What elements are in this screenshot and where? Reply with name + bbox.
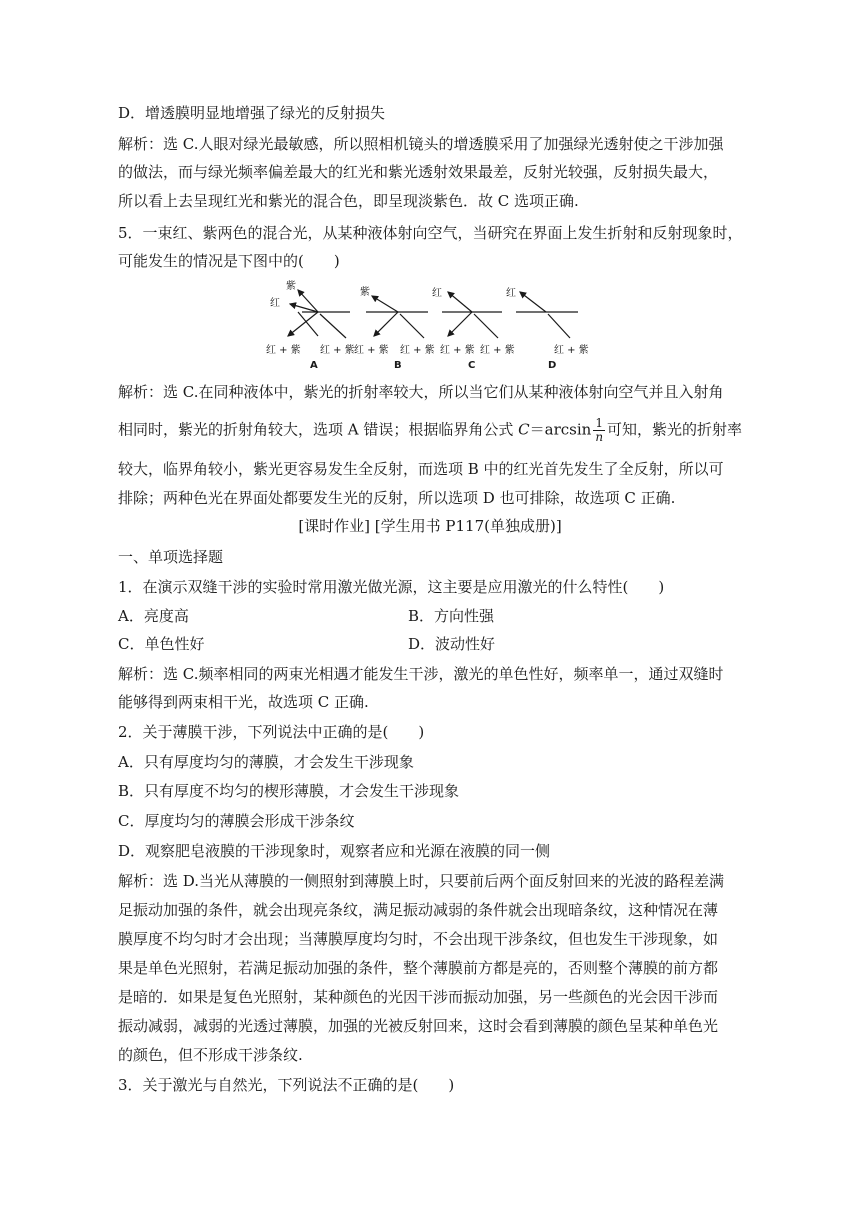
fraction-denominator: n: [595, 430, 604, 444]
q2-option-c: C．厚度均匀的薄膜会形成干涉条纹: [118, 812, 355, 830]
diagram-c: [432, 287, 515, 371]
q2-analysis-line: 足振动加强的条件，就会出现亮条纹，满足振动减弱的条件就会出现暗条纹，这种情况在薄: [118, 901, 719, 919]
diagram-d-lower-right: 红 + 紫: [554, 345, 589, 356]
diagram-d-letter: D: [548, 360, 557, 371]
diagram-d: [506, 287, 589, 371]
diagram-a-letter: A: [310, 360, 318, 371]
q2-option-d: D．观察肥皂液膜的干涉现象时，观察者应和光源在液膜的同一侧: [118, 842, 551, 860]
diagram-b-letter: B: [394, 360, 402, 371]
q1-stem: 1．在演示双缝干涉的实验时常用激光做光源，这主要是应用激光的什么特性( ): [118, 578, 665, 596]
q2-option-b: B．只有厚度不均匀的楔形薄膜，才会发生干涉现象: [118, 782, 460, 800]
q2-option-a: A．只有厚度均匀的薄膜，才会发生干涉现象: [118, 753, 414, 771]
diagram-b-lower-left: 红 + 紫: [354, 345, 389, 356]
diagram-a-label-red: 红: [270, 298, 280, 309]
q5-analysis-line: 排除；两种色光在界面处都要发生光的反射，所以选项 D 也可排除，故选项 C 正确.: [118, 489, 676, 507]
q5-analysis-line: 较大，临界角较小，紫光更容易发生全反射，而选项 B 中的红光首先发生了全反射，所以可: [118, 460, 724, 478]
diagram-c-lower-right: 红 + 紫: [480, 345, 515, 356]
q4-analysis-line: 的做法，而与绿光频率偏差最大的红光和紫光透射效果最差，反射光较强，反射损失最大，: [118, 163, 719, 181]
q2-analysis-line: 是暗的．如果是复色光照射，某种颜色的光因干涉而振动加强，另一些颜色的光会因干涉而: [118, 988, 719, 1006]
diagram-a: [266, 279, 355, 371]
critical-angle-symbol: C: [518, 420, 530, 439]
q2-stem: 2．关于薄膜干涉，下列说法中正确的是( ): [118, 723, 425, 741]
diagram-a-label-violet: 紫: [286, 281, 296, 292]
q3-stem: 3．关于激光与自然光，下列说法不正确的是( ): [118, 1076, 455, 1094]
diagram-c-label-red: 红: [432, 288, 442, 299]
q2-analysis-line: 膜厚度不均匀时才会出现；当薄膜厚度均匀时，不会出现干涉条纹，但也发生干涉现象，如: [118, 930, 719, 948]
diagram-c-letter: C: [468, 360, 476, 371]
formula-arcsin: ＝arcsin: [529, 420, 592, 439]
section-header: [课时作业] [学生用书 P117(单独成册)]: [298, 517, 562, 535]
q5-stem-line: 可能发生的情况是下图中的( ): [118, 252, 340, 270]
q1-option-a: A．亮度高: [118, 607, 189, 625]
q1-option-b: B．方向性强: [408, 607, 495, 625]
diagram-d-label-red: 红: [506, 288, 516, 299]
q1-analysis-line: 解析：选 C.频率相同的两束光相遇才能发生干涉，激光的单色性好，频率单一，通过双缝时: [118, 665, 724, 683]
fraction-numerator: 1: [593, 417, 605, 431]
diagram-b: [354, 285, 435, 371]
q5-analysis-formula-line: [118, 417, 742, 444]
diagram-b-label-violet: 紫: [360, 287, 370, 298]
diagram-c-lower-left: 红 + 紫: [440, 345, 475, 356]
q5-analysis-text: 相同时，紫光的折射角较大，选项 A 错误；根据临界角公式: [118, 420, 514, 439]
q4-option-d: D．增透膜明显地增强了绿光的反射损失: [118, 104, 386, 122]
q2-analysis-line: 解析：选 D.当光从薄膜的一侧照射到薄膜上时，只要前后两个面反射回来的光波的路程差满: [118, 872, 725, 890]
section-title: 一、单项选择题: [118, 548, 224, 566]
q4-analysis-line: 解析：选 C.人眼对绿光最敏感，所以照相机镜头的增透膜采用了加强绿光透射使之干涉加强: [118, 135, 724, 153]
q4-analysis-line: 所以看上去呈现红光和紫光的混合色，即呈现淡紫色．故 C 选项正确.: [118, 192, 579, 210]
diagram-a-lower-right: 红 + 紫: [320, 345, 355, 356]
diagram-b-lower-right: 红 + 紫: [400, 345, 435, 356]
q2-analysis-line: 振动减弱，减弱的光透过薄膜，加强的光被反射回来，这时会看到薄膜的颜色呈某种单色光: [118, 1017, 719, 1035]
q5-analysis-line: 解析：选 C.在同种液体中，紫光的折射率较大，所以当它们从某种液体射向空气并且入射角: [118, 383, 724, 401]
q1-analysis-line: 能够得到两束相干光，故选项 C 正确.: [118, 693, 369, 711]
q5-stem-line: 5．一束红、紫两色的混合光，从某种液体射向空气，当研究在界面上发生折射和反射现象时，: [118, 224, 743, 242]
q5-refraction-figure: [262, 276, 598, 372]
q1-option-d: D．波动性好: [408, 635, 496, 653]
q5-analysis-text: 可知，紫光的折射率: [607, 420, 743, 439]
q1-option-c: C．单色性好: [118, 635, 205, 653]
diagram-a-lower-left: 红 + 紫: [266, 345, 301, 356]
formula-fraction: [593, 417, 605, 444]
q2-analysis-line: 果是单色光照射，若满足振动加强的条件，整个薄膜前方都是亮的，否则整个薄膜的前方都: [118, 959, 719, 977]
q2-analysis-line: 的颜色，但不形成干涉条纹.: [118, 1046, 303, 1064]
